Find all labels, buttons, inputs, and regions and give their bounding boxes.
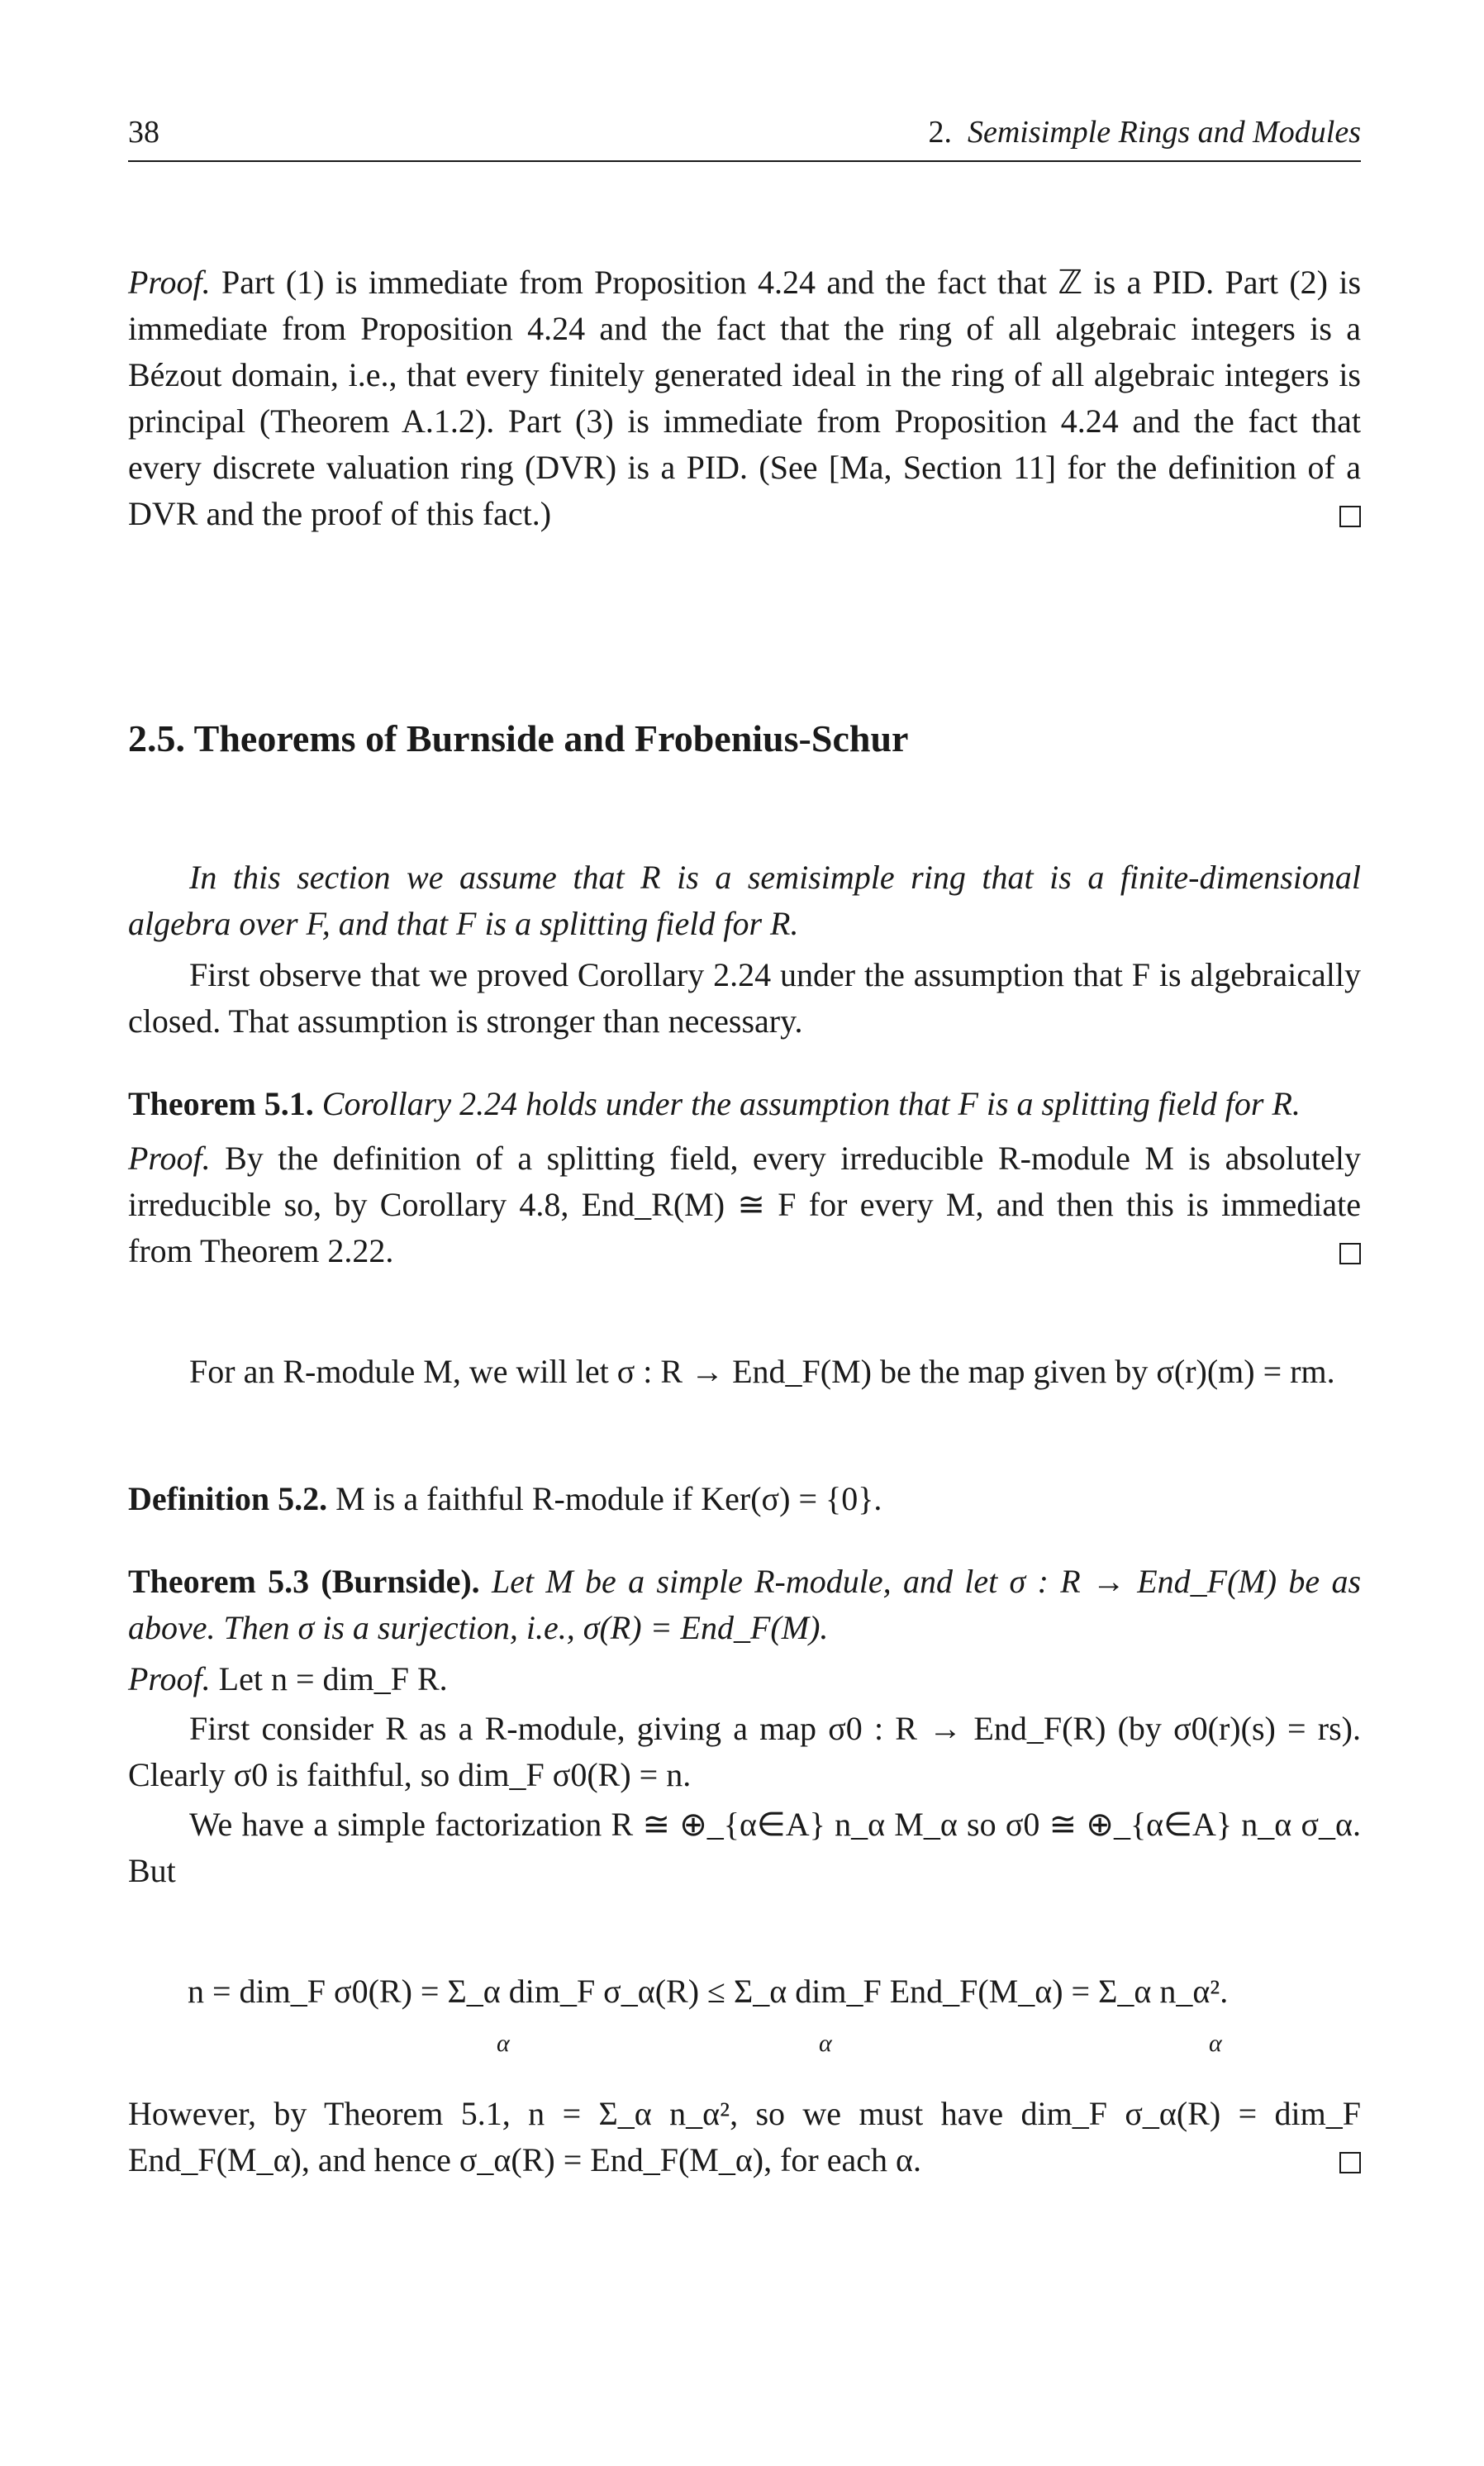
qed-icon <box>1339 2152 1361 2173</box>
theorem-label: Theorem 5.1. <box>128 1085 314 1122</box>
definition-text: M is a faithful R-module if Ker(σ) = {0}. <box>335 1480 882 1517</box>
page-number: 38 <box>128 115 159 150</box>
proof-label: Proof. <box>128 1140 211 1177</box>
chapter-title: 2. Semisimple Rings and Modules <box>928 115 1361 150</box>
display-equation <box>128 1972 1361 2063</box>
theorem-label: Theorem 5.3 (Burnside). <box>128 1563 480 1600</box>
theorem-statement: Corollary 2.24 holds under the assumption that F is a splitting field for R. <box>321 1085 1301 1122</box>
theorem-5-1 <box>128 1081 1361 1274</box>
header-rule <box>128 160 1361 162</box>
sum-index: α <box>819 2030 832 2057</box>
theorem-5-3 <box>128 1559 1361 1894</box>
factorization-paragraph: We have a simple factorization R ≅ ⊕_{α∈A} n_α M_α so σ0 ≅ ⊕_{α∈A} n_α σ_α. But <box>128 1806 1361 1889</box>
equation-line: n = dim_F σ0(R) = Σ_α dim_F σ_α(R) ≤ Σ_α dim_F End_F(M_α) = Σ_α n_α². <box>188 1973 1229 2010</box>
sum-index: α <box>1209 2030 1222 2057</box>
section-intro <box>128 855 1361 1045</box>
proof-label: Proof. <box>128 1660 211 1697</box>
factor-paragraph: First consider R as a R-module, giving a map σ0 : R → End_F(R) (by σ0(r)(s) = rs). Clearly σ0 is faithful, so dim_F σ0(R) = n. <box>128 1710 1361 1793</box>
conclusion-paragraph: However, by Theorem 5.1, n = Σ_α n_α², so we must have dim_F σ_α(R) = dim_F End_F(M_α), and hence σ_α(R) = End_F(M_α), for each α. <box>128 2095 1361 2178</box>
sum-index: α <box>497 2030 510 2057</box>
running-header <box>128 114 1361 150</box>
sigma-paragraph: For an R-module M, we will let σ : R → End_F(M) be the map given by σ(r)(m) = rm. <box>189 1353 1335 1390</box>
qed-icon <box>1339 1243 1361 1264</box>
definition-label: Definition 5.2. <box>128 1480 328 1517</box>
proof-label: Proof. <box>128 264 211 301</box>
proof-previous <box>128 259 1361 537</box>
proof-text: Part (1) is immediate from Proposition 4.24 and the fact that ℤ is a PID. Part (2) is immediate from Proposition 4.24 and the fact that the ring of all algebraic integers is a Bézout domain, i.e., that every finitely generated ideal in the ring of all algebraic integers is principal (Theorem A.1.2). Part (3) is immediate from Proposition 4.24 and the fact that every discrete valuation ring (DVR) is a PID. (See [Ma, Section 11] for the definition of a DVR and the proof of this fact.) <box>128 264 1362 532</box>
observe-paragraph: First observe that we proved Corollary 2.24 under the assumption that F is algebraically closed. That assumption is stronger than necessary. <box>128 956 1361 1040</box>
proof-line: Let n = dim_F R. <box>218 1660 448 1697</box>
assumption-paragraph: In this section we assume that R is a semisimple ring that is a finite-dimensional algebra over F, and that F is a splitting field for R. <box>128 859 1361 942</box>
proof-text: By the definition of a splitting field, every irreducible R-module M is absolutely irreducible so, by Corollary 4.8, End_R(M) ≅ F for every M, and then this is immediate from Theorem 2.22. <box>128 1140 1361 1269</box>
theorem-statement: Let M be a simple R-module, and let σ : R → End_F(M) be as above. Then σ is a surjection, i.e., σ(R) = End_F(M). <box>128 1563 1362 1646</box>
qed-icon <box>1339 506 1361 527</box>
definition-5-2 <box>128 1476 1361 1522</box>
section-heading: 2.5. Theorems of Burnside and Frobenius-Schur <box>128 717 909 759</box>
